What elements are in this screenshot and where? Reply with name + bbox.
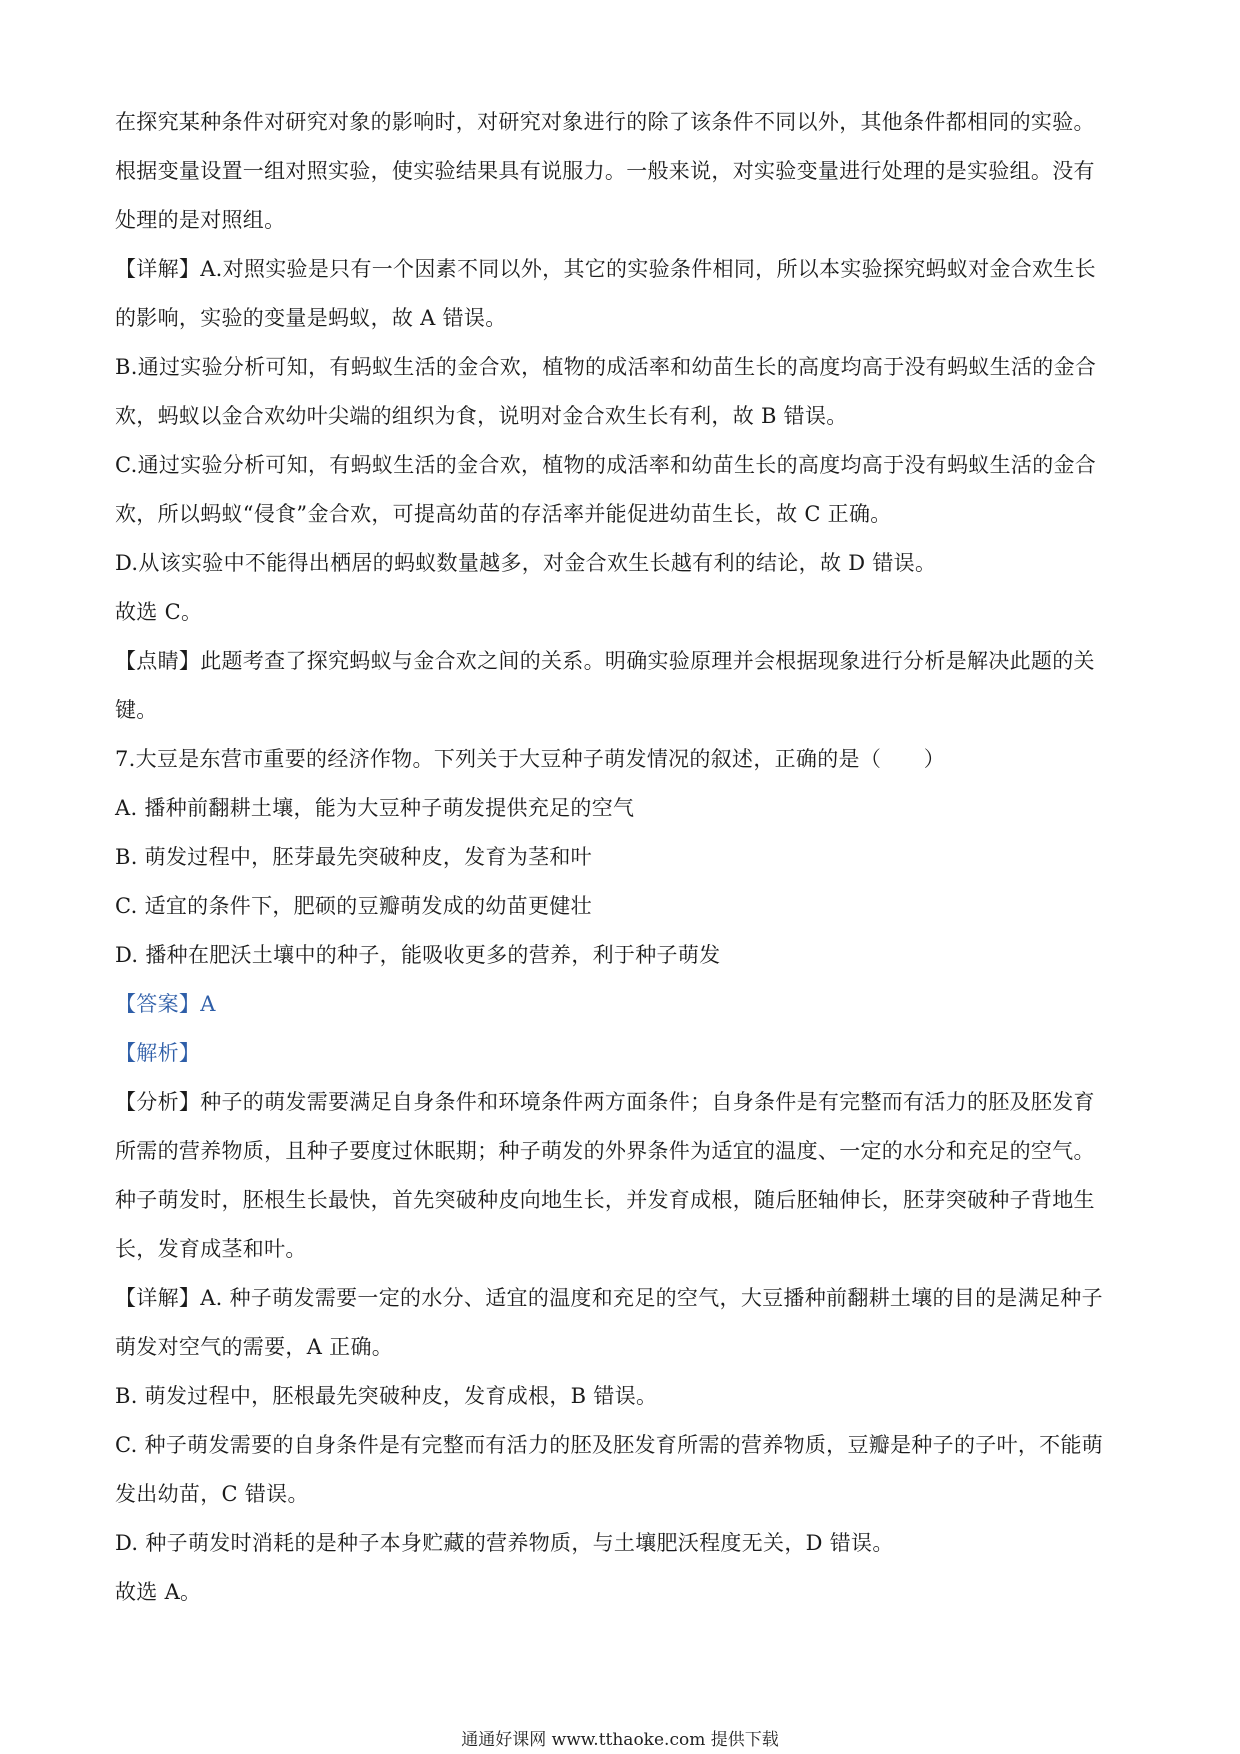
text-line: 故选 C。 — [115, 600, 203, 624]
text-line: 欢，蚂蚁以金合欢幼叶尖端的组织为食，说明对金合欢生长有利，故 B 错误。 — [115, 404, 848, 428]
answer-label: 【答案】A — [115, 992, 216, 1016]
text-line: D. 种子萌发时消耗的是种子本身贮藏的营养物质，与土壤肥沃程度无关，D 错误。 — [115, 1531, 894, 1555]
text-line: 【详解】A. 种子萌发需要一定的水分、适宜的温度和充足的空气，大豆播种前翻耕土壤的目的是满足种子 — [115, 1286, 1103, 1310]
analysis-label: 【解析】 — [115, 1041, 201, 1065]
option-d: D. 播种在肥沃土壤中的种子，能吸收更多的营养，利于种子萌发 — [115, 943, 721, 967]
text-line: C. 种子萌发需要的自身条件是有完整而有活力的胚及胚发育所需的营养物质，豆瓣是种子的子叶，不能萌 — [115, 1433, 1104, 1457]
text-line: C.通过实验分析可知，有蚂蚁生活的金合欢，植物的成活率和幼苗生长的高度均高于没有蚂蚁生活的金合 — [115, 453, 1097, 477]
text-line: 萌发对空气的需要，A 正确。 — [115, 1335, 394, 1359]
text-line: 【点睛】此题考查了探究蚂蚁与金合欢之间的关系。明确实验原理并会根据现象进行分析是解决此题的关 — [115, 649, 1095, 673]
text-line: 所需的营养物质，且种子要度过休眠期；种子萌发的外界条件为适宜的温度、一定的水分和充足的空气。 — [115, 1139, 1095, 1163]
text-line: 故选 A。 — [115, 1580, 202, 1604]
text-line: 的影响，实验的变量是蚂蚁，故 A 错误。 — [115, 306, 507, 330]
text-line: 【分析】种子的萌发需要满足自身条件和环境条件两方面条件；自身条件是有完整而有活力的胚及胚发育 — [115, 1090, 1095, 1114]
option-c: C. 适宜的条件下，肥硕的豆瓣萌发成的幼苗更健壮 — [115, 894, 592, 918]
text-line: 在探究某种条件对研究对象的影响时，对研究对象进行的除了该条件不同以外，其他条件都相同的实验。 — [115, 110, 1095, 134]
text-line: 长，发育成茎和叶。 — [115, 1237, 307, 1261]
text-line: 键。 — [115, 698, 158, 722]
text-line: 欢，所以蚂蚁“侵食”金合欢，可提高幼苗的存活率并能促进幼苗生长，故 C 正确。 — [115, 502, 892, 526]
page-footer: 通通好课网 www.tthaoke.com 提供下载 — [461, 1730, 779, 1750]
text-line: 发出幼苗，C 错误。 — [115, 1482, 309, 1506]
text-line: 根据变量设置一组对照实验，使实验结果具有说服力。一般来说，对实验变量进行处理的是实验组。没有 — [115, 159, 1095, 183]
text-line: B. 萌发过程中，胚根最先突破种皮，发育成根，B 错误。 — [115, 1384, 658, 1408]
option-a: A. 播种前翻耕土壤，能为大豆种子萌发提供充足的空气 — [115, 796, 635, 820]
text-line: 【详解】A.对照实验是只有一个因素不同以外，其它的实验条件相同，所以本实验探究蚂蚁对金合欢生长 — [115, 257, 1096, 281]
document-body — [115, 98, 1135, 1617]
text-line: B.通过实验分析可知，有蚂蚁生活的金合欢，植物的成活率和幼苗生长的高度均高于没有蚂蚁生活的金合 — [115, 355, 1097, 379]
text-line: 处理的是对照组。 — [115, 208, 286, 232]
option-b: B. 萌发过程中，胚芽最先突破种皮，发育为茎和叶 — [115, 845, 592, 869]
text-line: 种子萌发时，胚根生长最快，首先突破种皮向地生长，并发育成根，随后胚轴伸长，胚芽突破种子背地生 — [115, 1188, 1095, 1212]
question-stem: 7.大豆是东营市重要的经济作物。下列关于大豆种子萌发情况的叙述，正确的是（ ） — [115, 747, 946, 771]
text-line: D.从该实验中不能得出栖居的蚂蚁数量越多，对金合欢生长越有利的结论，故 D 错误。 — [115, 551, 937, 575]
